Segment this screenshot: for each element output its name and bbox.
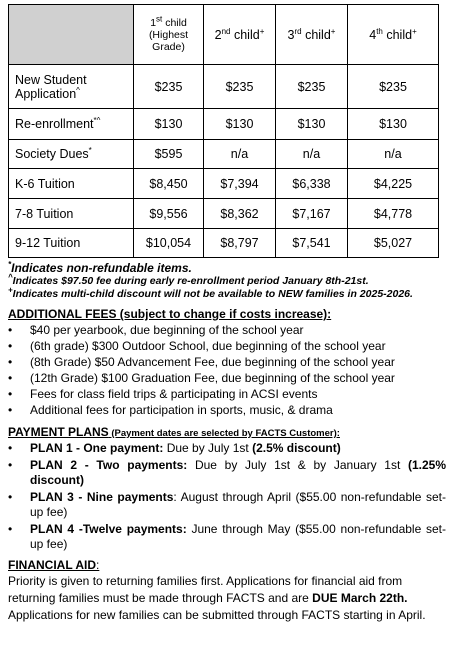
cell-value: $4,778 <box>348 199 439 229</box>
list-item: • PLAN 3 - Nine payments: August through April ($55.00 non-refundable set-up fee) <box>8 490 447 519</box>
row-label: 9-12 Tuition <box>9 229 134 258</box>
payment-plans-list <box>4 441 446 552</box>
list-item: • (6th grade) $300 Outdoor School, due beginning of the school year <box>8 339 386 353</box>
table-row <box>9 109 439 140</box>
footnote-early-reenrollment: ^Indicates $97.50 fee during early re-enrollment period January 8th-21st. <box>8 272 369 287</box>
cell-value: $7,167 <box>276 199 348 229</box>
list-item: • (8th Grade) $50 Advancement Fee, due beginning of the school year <box>8 355 395 369</box>
cell-value: $6,338 <box>276 169 348 199</box>
cell-value: $8,362 <box>204 199 276 229</box>
cell-value: $235 <box>204 65 276 109</box>
table-header-row <box>9 5 439 65</box>
table-row <box>9 140 439 169</box>
bullet-icon: • <box>8 387 13 401</box>
cell-value: $7,541 <box>276 229 348 258</box>
table-row <box>9 169 439 199</box>
tuition-table <box>8 4 439 258</box>
list-item: • PLAN 2 - Two payments: Due by July 1st & by January 1st (1.25% discount) <box>8 458 447 487</box>
table-row <box>9 199 439 229</box>
financial-aid-heading: FINANCIAL AID: <box>8 558 100 572</box>
cell-value: n/a <box>348 140 439 169</box>
cell-value: $130 <box>134 109 204 140</box>
bullet-icon: • <box>8 371 13 385</box>
list-item: • Additional fees for participation in sports, music, & drama <box>8 403 333 417</box>
cell-value: n/a <box>276 140 348 169</box>
table-row <box>9 229 439 258</box>
cell-value: $10,054 <box>134 229 204 258</box>
list-item: • $40 per yearbook, due beginning of the school year <box>8 323 304 337</box>
list-item: • PLAN 4 -Twelve payments: June through May ($55.00 non-refundable set-up fee) <box>8 522 447 551</box>
table-footnotes <box>8 261 446 301</box>
header-first-child: 1st child (Highest Grade) <box>134 5 204 65</box>
additional-fees-heading: ADDITIONAL FEES (subject to change if costs increase): <box>8 307 332 321</box>
bullet-icon: • <box>8 403 13 417</box>
header-fourth-child: 4th child+ <box>348 5 439 65</box>
footnote-nonrefundable: *Indicates non-refundable items. <box>8 260 192 275</box>
cell-value: $235 <box>134 65 204 109</box>
bullet-icon: • <box>8 441 13 455</box>
cell-value: $130 <box>276 109 348 140</box>
cell-value: $5,027 <box>348 229 439 258</box>
cell-value: $235 <box>348 65 439 109</box>
cell-value: $8,450 <box>134 169 204 199</box>
table-corner-cell <box>9 5 134 65</box>
additional-fees-list <box>4 322 446 418</box>
list-item: • PLAN 1 - One payment: Due by July 1st (2.5% discount) <box>8 441 341 455</box>
bullet-icon: • <box>8 355 13 369</box>
cell-value: $7,394 <box>204 169 276 199</box>
financial-aid-new-families: Applications for new families can be submitted through FACTS starting in April. <box>8 608 426 622</box>
cell-value: $130 <box>348 109 439 140</box>
cell-value: n/a <box>204 140 276 169</box>
cell-value: $595 <box>134 140 204 169</box>
financial-aid-text: Priority is given to returning families first. Applications for financial aid from returning families must be made through FACTS and are DUE March 22th. <box>8 574 408 605</box>
cell-value: $8,797 <box>204 229 276 258</box>
row-label: New Student Application^ <box>9 65 134 109</box>
cell-value: $130 <box>204 109 276 140</box>
table-row <box>9 65 439 109</box>
header-third-child: 3rd child+ <box>276 5 348 65</box>
bullet-icon: • <box>8 458 13 472</box>
list-item: • Fees for class field trips & participating in ACSI events <box>8 387 318 401</box>
header-second-child: 2nd child+ <box>204 5 276 65</box>
row-label: K-6 Tuition <box>9 169 134 199</box>
cell-value: $9,556 <box>134 199 204 229</box>
bullet-icon: • <box>8 522 13 536</box>
tuition-document <box>4 4 446 624</box>
cell-value: $4,225 <box>348 169 439 199</box>
row-label: Re-enrollment*^ <box>9 109 134 140</box>
bullet-icon: • <box>8 490 13 504</box>
payment-plans-heading: PAYMENT PLANS (Payment dates are selected by FACTS Customer): <box>8 425 340 439</box>
bullet-icon: • <box>8 323 13 337</box>
list-item: • (12th Grade) $100 Graduation Fee, due beginning of the school year <box>8 371 395 385</box>
cell-value: $235 <box>276 65 348 109</box>
bullet-icon: • <box>8 339 13 353</box>
row-label: 7-8 Tuition <box>9 199 134 229</box>
row-label: Society Dues* <box>9 140 134 169</box>
footnote-multichild-discount: +Indicates multi-child discount will not be available to NEW families in 2025-2026. <box>8 285 413 300</box>
